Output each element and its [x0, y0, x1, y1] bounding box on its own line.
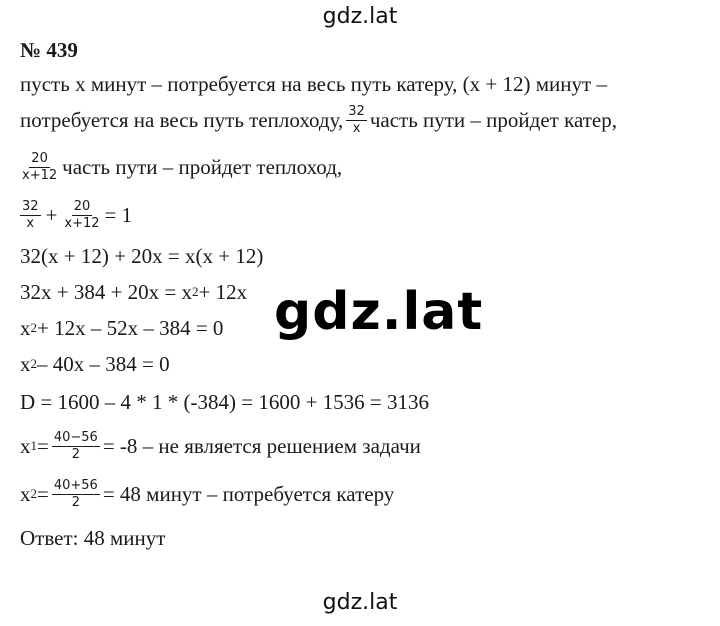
x2-equals: = — [37, 481, 49, 506]
x2-variable: x — [20, 481, 31, 506]
root-x2-line: x 2 = $\frac{40+56}{2}$ = 48 минут – потребуется катеру — [20, 477, 395, 510]
step4-text-b: – 40x – 384 = 0 — [37, 351, 170, 376]
fraction-numerator: 32 — [22, 198, 39, 214]
equation-fraction-1 — [20, 199, 41, 232]
answer-text: Ответ: 48 минут — [20, 525, 166, 550]
solution-line-3 — [20, 142, 710, 192]
x2-rest: = 48 минут – потребуется катеру — [102, 481, 395, 506]
fraction-numerator: 40+56 — [53, 477, 98, 493]
site-footer-label: gdz.lat — [322, 590, 398, 615]
equation-line — [20, 192, 710, 238]
step2-text-a: 32x + 384 + 20x = x — [20, 279, 193, 304]
step2-text-b: + 12x — [198, 279, 248, 304]
fraction-denominator: 2 — [71, 494, 80, 510]
x1-equals: = — [37, 433, 49, 458]
step4-text-a: x — [20, 351, 31, 376]
step1-text: 32(x + 12) + 20x = x(x + 12) — [20, 243, 264, 268]
fraction-denominator: x+12 — [22, 167, 58, 183]
x1-rest: = -8 – не является решением задачи — [102, 433, 421, 458]
fraction-denominator: 2 — [71, 446, 80, 462]
step3-text-a: x — [20, 315, 31, 340]
step-3: x 2 + 12x – 52x – 384 = 0 — [20, 315, 224, 340]
site-header-label: gdz.lat — [322, 4, 398, 29]
problem-number: № 439 — [20, 38, 78, 62]
equation-fraction-2 — [62, 199, 101, 232]
root-x1-line: x 1 = $\frac{40-56}{2}$ = -8 – не является решением задачи — [20, 429, 421, 462]
line3-text: часть пути – пройдет теплоход, — [62, 154, 343, 179]
fraction-denominator: x — [352, 120, 361, 136]
fraction-numerator: 40−56 — [53, 429, 98, 445]
step-4: x 2 – 40x – 384 = 0 — [20, 351, 170, 376]
fraction-32-over-x — [346, 104, 367, 137]
answer-line — [20, 518, 710, 558]
fraction-denominator: x — [26, 215, 35, 231]
step-1 — [20, 238, 710, 274]
line2-text-b: часть пути – пройдет катер, — [369, 107, 617, 132]
fraction-numerator: 20 — [31, 150, 48, 166]
x1-variable: x — [20, 433, 31, 458]
line2-text-a: потребуется на весь путь теплоходу, — [20, 107, 344, 132]
step3-text-b: + 12x – 52x – 384 = 0 — [37, 315, 224, 340]
fraction-20-over-x-plus-12 — [20, 151, 59, 184]
line1-text: пусть x минут – потребуется на весь путь катеру, (x + 12) минут – — [20, 71, 607, 96]
step-2: 32x + 384 + 20x = x 2 + 12x — [20, 279, 248, 304]
equation-rest: = 1 — [104, 202, 133, 227]
watermark-logo: gdz.lat — [274, 282, 484, 342]
fraction-numerator: 32 — [348, 103, 365, 119]
plus-sign: + — [45, 202, 58, 227]
discriminant-line — [20, 382, 710, 422]
fraction-denominator: x+12 — [64, 215, 100, 231]
discriminant-text: D = 1600 – 4 * 1 * (-384) = 1600 + 1536 = 3136 — [20, 389, 430, 414]
fraction-numerator: 20 — [73, 198, 91, 214]
x2-fraction — [52, 478, 100, 511]
solution-line-2 — [20, 98, 710, 142]
x1-fraction — [52, 430, 100, 463]
solution-line-1 — [20, 70, 710, 98]
